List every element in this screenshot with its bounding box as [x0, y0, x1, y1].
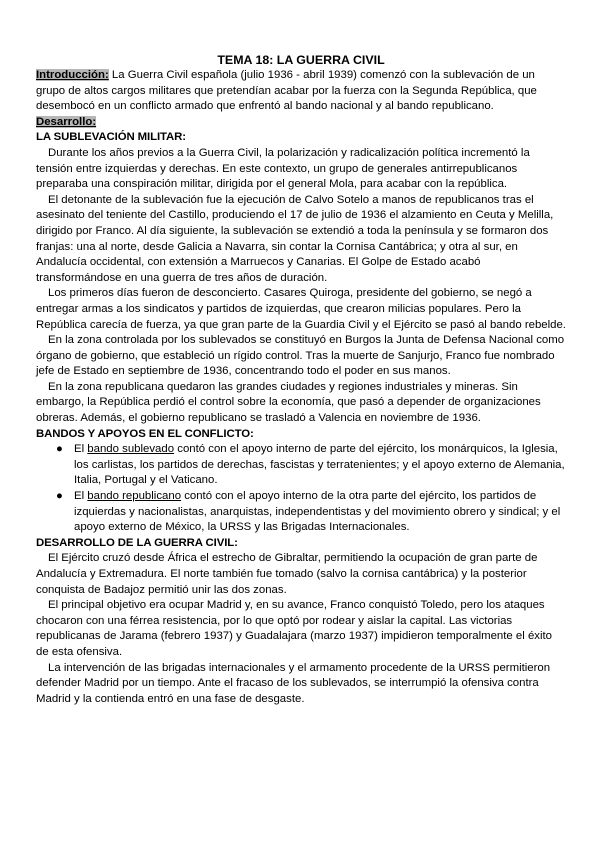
section-heading-bandos: BANDOS Y APOYOS EN EL CONFLICTO: [36, 427, 254, 440]
bullet-icon: ● [56, 490, 63, 503]
intro-paragraph [36, 68, 566, 115]
intro-text: La Guerra Civil española (julio 1936 - abril 1939) comenzó con la sublevación de un grupo de altos cargos militares que pretendían acabar por la fuerza con la Segunda República, que desembocó en un conflicto armado que enfrentó al bando nacional y al bando republicano. [36, 69, 537, 113]
list-item-text: El [74, 490, 88, 503]
section-heading-sublevacion: LA SUBLEVACIÓN MILITAR: [36, 131, 186, 144]
bandos-list [36, 442, 566, 536]
desarrollo-label: Desarrollo: [36, 115, 97, 128]
bando-sublevado-term: bando sublevado [87, 443, 175, 456]
paragraph: En la zona controlada por los sublevados se constituyó en Burgos la Junta de Defensa Nacional como órgano de gobierno, que estableció un rígido control. Tras la muerte de Sanjurjo, Franco fue nombrado jefe de Estado en septiembre de 1936, concentrando todo el poder en sus manos. [36, 334, 565, 378]
paragraph: En la zona republicana quedaron las grandes ciudades y regiones industriales y mineras. Sin embargo, la República perdió el control sobre la economía, que pasó a depender de organizaciones obreras. Además, el gobierno republicano se trasladó a Valencia en noviembre de 1936. [36, 380, 541, 425]
bando-republicano-term: bando republicano [87, 490, 182, 503]
paragraph: El principal objetivo era ocupar Madrid y, en su avance, Franco conquistó Toledo, pero los ataques chocaron con una férrea resistencia, por lo que optó por rodear y aislar la capital. Las victorias republicanas de Jarama (febrero 1937) y Guadalajara (marzo 1937) impidieron temporalmente el éxito de esta ofensiva. [36, 599, 553, 658]
desarrollo-label-line [36, 115, 566, 131]
list-item [36, 442, 566, 489]
bullet-icon: ● [56, 443, 63, 456]
list-item [36, 489, 566, 536]
document-page [36, 52, 566, 707]
intro-label: Introducción: [36, 69, 109, 81]
list-item-text: contó con el apoyo interno de parte del ejército, los monárquicos, la Iglesia, los carlistas, los partidos de derechas, fascistas y terratenientes; y el apoyo externo de Alemania, Italia, Portugal y el Vaticano. [74, 443, 565, 487]
paragraph: Durante los años previos a la Guerra Civil, la polarización y radicalización política incrementó la tensión entre izquierdas y derechas. En este contexto, un grupo de generales antirrepublicanos preparaba una conspiración militar, dirigida por el general Mola, para acabar con la república. [36, 146, 530, 191]
section-heading-desarrollo-guerra: DESARROLLO DE LA GUERRA CIVIL: [36, 536, 238, 549]
document-title: TEMA 18: LA GUERRA CIVIL [217, 53, 385, 67]
list-item-text: contó con el apoyo interno de la otra parte del ejército, los partidos de izquierdas y nacionalistas, anarquistas, independentistas y del movimiento obrero y sindical; y el apoyo externo de México, la URSS y las Brigadas Internacionales. [74, 490, 561, 534]
paragraph: El Ejército cruzó desde África el estrecho de Gibraltar, permitiendo la ocupación de gran parte de Andalucía y Extremadura. El norte también fue tomado (salvo la cornisa cantábrica) y la posterior conquista de Badajoz permitió unir las dos zonas. [36, 552, 538, 596]
paragraph: Los primeros días fueron de desconcierto. Casares Quiroga, presidente del gobierno, se negó a entregar armas a los sindicatos y partidos de izquierdas, que crearon milicias populares. Pero la República carecía de fuerza, ya que gran parte de la Guardia Civil y el Ejército se pasó al bando rebelde. [36, 287, 566, 331]
paragraph: La intervención de las brigadas internacionales y el armamento procedente de la URSS permitieron defender Madrid por un tiempo. Ante el fracaso de los sublevados, se interrumpió la ofensiva contra Madrid y la contienda entró en una fase de desgaste. [36, 661, 551, 705]
list-item-text: El [74, 443, 88, 456]
paragraph: El detonante de la sublevación fue la ejecución de Calvo Sotelo a manos de republicanos tras el asesinato del teniente del Castillo, produciendo el 17 de julio de 1936 el alzamiento en Ceuta y Melilla, dirigido por Franco. Al día siguiente, la sublevación se extendió a toda la península y se formaron dos franjas: una al norte, desde Galicia a Navarra, sin contar la Cornisa Cantábrica; y otra al sur, en Andalucía occidental, con extensión a Marruecos y Canarias. El Golpe de Estado acabó transformándose en una guerra de tres años de duración. [36, 193, 554, 284]
